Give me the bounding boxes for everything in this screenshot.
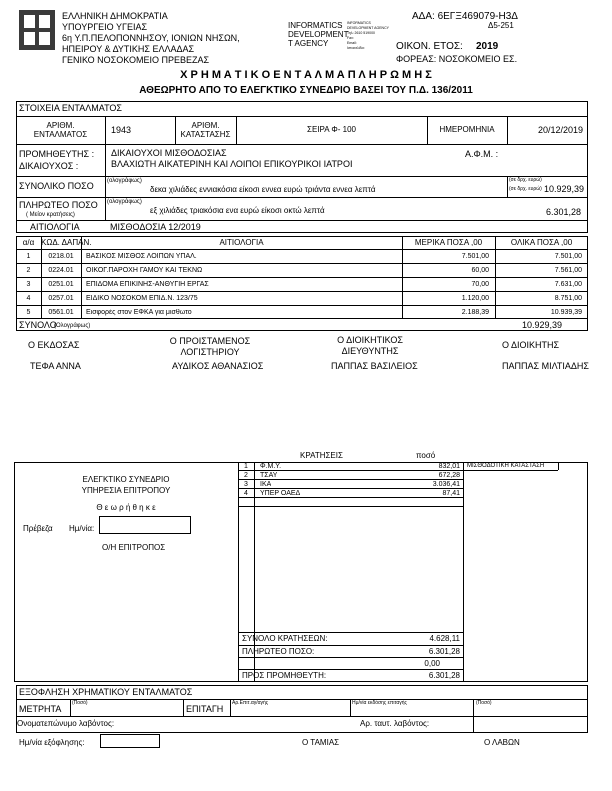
fiscal-year-label: ΟΙΚΟΝ. ΕΤΟΣ: <box>396 41 463 52</box>
number-label: ΕΝΤΑΛΜΑΤΟΣ <box>33 130 88 139</box>
deduction-amount: 3.036,41 <box>432 481 460 488</box>
check-number-tag: Αρ.Επιτ.αγ/αγής <box>232 700 269 706</box>
org-line: 6η Υ.Π.ΠΕΛΟΠΟΝΝΗΣΟΥ, ΙΟΝΙΩΝ ΝΗΣΩΝ, <box>62 33 240 43</box>
recipient-label: Ονοματεπώνυμο λαβόντος: <box>17 719 115 728</box>
table-header: ΚΩΔ. ΔΑΠΑΝ. <box>41 238 92 247</box>
payable-value: 6.301,28 <box>546 207 582 217</box>
vendor-small: Fax: <box>347 36 354 40</box>
vendor-line: INFORMATICS <box>288 21 343 30</box>
row-total: 8.751,00 <box>554 295 582 302</box>
vendor-small: INFORMATICS <box>347 21 371 25</box>
row-index: 2 <box>26 267 31 274</box>
check-date-tag: Ημ/νία εκδόσης επιταγής <box>352 700 407 706</box>
row-code: 0218.01 <box>48 253 74 260</box>
org-line: ΥΠΟΥΡΓΕΙΟ ΥΓΕΙΑΣ <box>62 22 148 32</box>
deduction-amount: 672,28 <box>438 472 460 479</box>
deduction-name: Φ.Μ.Υ. <box>260 463 282 470</box>
net-payable-value: 6.301,28 <box>428 648 460 656</box>
page-subtitle: ΑΘΕΩΡΗΤΟ ΑΠΟ ΤΟ ΕΛΕΓΚΤΙΚΟ ΣΥΝΕΔΡΙΟ ΒΑΣΕΙ ΤΟΥ Π.Δ. 136/2011 <box>139 85 473 96</box>
total-label: ΣΥΝΟΛΙΚΟ ΠΟΣΟ <box>19 181 94 191</box>
row-code: 0561.01 <box>48 309 74 316</box>
voucher-number: 1943 <box>111 125 132 135</box>
supplier-label: ΠΡΟΜΗΘΕΥΤΗΣ : <box>19 149 95 159</box>
place-label: Πρέβεζα <box>23 524 53 533</box>
director-title: Ο ΔΙΟΙΚΗΤΗΣ <box>502 340 560 350</box>
director-name: ΠΑΠΠΑΣ ΜΙΛΤΙΑΔΗΣ <box>502 361 589 371</box>
vendor-line: DEVELOPMENT <box>288 30 349 39</box>
deduction-name: ΤΣΑΥ <box>260 472 278 479</box>
total-tag: (σε δρχ. ευρώ) <box>509 177 542 183</box>
to-supplier-value: 6.301,28 <box>428 672 460 680</box>
audit-date-field[interactable] <box>99 516 191 534</box>
reason-label: ΑΙΤΙΟΛΟΓΙΑ <box>30 222 80 232</box>
date-label: ΗΜΕΡΟΜΗΝΙΑ <box>439 125 495 134</box>
sum-tag: (Ολογράφως) <box>54 323 91 329</box>
row-reason: ΟΙΚΟΓ.ΠΑΡΟΧΗ ΓΑΜΟΥ ΚΑΙ ΤΕΚΝΩ <box>86 267 203 274</box>
afm-label: Α.Φ.Μ. : <box>465 149 499 159</box>
row-index: 3 <box>26 281 31 288</box>
row-partial: 70,00 <box>471 281 489 288</box>
net-payable-label: ΠΛΗΡΩΤΕΟ ΠΟΣΟ: <box>242 648 315 656</box>
deduction-no: 3 <box>244 481 248 488</box>
deductions-amount-label: ποσό <box>416 451 436 460</box>
admin-name: ΠΑΠΠΑΣ ΒΑΣΙΛΕΙΟΣ <box>331 361 418 371</box>
row-index: 5 <box>26 309 31 316</box>
document-code: Δ5-251 <box>488 21 514 30</box>
admin-title: Ο ΔΙΟΙΚΗΤΙΚΟΣ <box>337 335 403 345</box>
section-label: ΣΤΟΙΧΕΙΑ ΕΝΤΑΛΜΑΤΟΣ <box>19 103 122 113</box>
org-line: ΓΕΝΙΚΟ ΝΟΣΟΚΟΜΕΙΟ ΠΡΕΒΕΖΑΣ <box>62 55 210 65</box>
check-amount-tag: (Ποσό) <box>476 700 492 706</box>
commissioner-label: Ο/Η ΕΠΙΤΡΟΠΟΣ <box>102 543 166 552</box>
ada-number: ΑΔΑ: 6ΕΓΞ469079-Η3Δ <box>412 11 518 22</box>
total-words: δεκα χιλιάδες εννιακόσια είκοσι εννεα ευρώ τριάντα εννεα λεπτά <box>150 185 376 194</box>
recipient-id-label: Αρ. ταυτ. λαβόντος: <box>360 719 430 728</box>
vendor-small: Ιστοσελίδα: <box>347 46 365 50</box>
vendor-small: DEVELOPMENT AGENCY <box>347 26 389 30</box>
audit-title: ΕΛΕΓΚΤΙΚΟ ΣΥΝΕΔΡΙΟ <box>82 475 170 484</box>
row-code: 0257.01 <box>48 295 74 302</box>
deduction-name: ΙΚΑ <box>260 481 272 488</box>
cash-label: ΜΕΤΡΗΤΑ <box>19 704 62 714</box>
vendor-small: Τηλ: 2610 519000 <box>347 31 375 35</box>
issuer-title: Ο ΕΚΔΟΣΑΣ <box>28 340 80 350</box>
sum-label: ΣΥΝΟΛΟ <box>19 320 57 330</box>
org-line: ΗΠΕΙΡΟΥ & ΔΥΤΙΚΗΣ ΕΛΛΑΔΑΣ <box>62 44 195 54</box>
row-reason: ΕΠΙΔΟΜΑ ΕΠΙΚΙΝΗΣ-ΑΝΘΥΓΙΗ ΕΡΓΑΣ <box>86 281 209 288</box>
sum-value: 10.929,39 <box>522 320 563 330</box>
row-reason: Εισφορές στον ΕΦΚΑ για μισθωτο <box>86 309 192 316</box>
audit-date-label: Ημ/νία: <box>69 524 95 533</box>
supplier-label: ΔΙΚΑΙΟΥΧΟΣ : <box>19 161 79 171</box>
deduction-amount: 832,01 <box>438 463 460 470</box>
fiscal-year: 2019 <box>476 41 499 52</box>
row-index: 4 <box>26 295 31 302</box>
issuer-name: ΤΕΦΑ ΑΝΝΑ <box>30 361 81 371</box>
row-partial: 1.120,00 <box>461 295 489 302</box>
total-tag: (σε δρχ. ευρώ) <box>509 186 542 192</box>
table-header: ΑΙΤΙΟΛΟΓΙΑ <box>219 238 264 247</box>
deduction-no: 4 <box>244 490 248 497</box>
row-partial: 60,00 <box>471 267 489 274</box>
cashier-label: Ο ΤΑΜΙΑΣ <box>302 738 340 747</box>
payable-label: ΠΛΗΡΩΤΕΟ ΠΟΣΟ <box>19 200 98 210</box>
row-partial: 7.501,00 <box>461 253 489 260</box>
supplier-name: ΔΙΚΑΙΟΥΧΟΙ ΜΙΣΘΟΔΟΣΙΑΣ <box>111 148 227 158</box>
cash-amount-tag: (Ποσό) <box>72 700 88 706</box>
accounting-name: ΑΥΔΙΚΟΣ ΑΘΑΝΑΣΙΟΣ <box>172 361 264 371</box>
check-label: ΕΠΙΤΑΓΗ <box>186 704 224 714</box>
total-value: 10.929,39 <box>544 184 585 194</box>
page-title: Χ Ρ Η Μ Α Τ Ι Κ Ο Ε Ν Τ Α Λ Μ Α Π Λ Η Ρ Ω Μ Η Σ <box>180 69 432 81</box>
row-partial: 2.188,39 <box>461 309 489 316</box>
accounting-title: ΛΟΓΙΣΤΗΡΙΟΥ <box>180 347 240 357</box>
supplier-name: ΒΛΑΧΙΩΤΗ ΑΙΚΑΤΕΡΙΝΗ ΚΑΙ ΛΟΙΠΟΙ ΕΠΙΚΟΥΡΙΚΟΙ ΙΑΤΡΟΙ <box>111 159 353 169</box>
deductions-total-label: ΣΥΝΟΛΟ ΚΡΑΤΗΣΕΩΝ: <box>242 635 328 643</box>
to-supplier-label: ΠΡΟΣ ΠΡΟΜΗΘΕΥΤΗ: <box>242 672 327 680</box>
deductions-total-value: 4.628,11 <box>429 635 460 643</box>
row-index: 1 <box>26 253 31 260</box>
settlement-date-label: Ημ/νία εξόφλησης: <box>19 738 85 747</box>
ministry-logo <box>19 10 55 50</box>
row-total: 7.631,00 <box>554 281 582 288</box>
row-total: 7.561,00 <box>554 267 582 274</box>
payable-words: εξ χιλιάδες τριακόσια ενα ευρώ είκοσι οκτώ λεπτά <box>150 206 325 215</box>
settlement-date-field[interactable] <box>100 734 160 748</box>
agency-name: ΦΟΡΕΑΣ: ΝΟΣΟΚΟΜΕΙΟ ΕΣ. <box>396 54 518 64</box>
deduction-amount: 87,41 <box>442 490 460 497</box>
row-code: 0224.01 <box>48 267 74 274</box>
approved-label: Θ ε ω ρ ή θ η κ ε <box>96 503 156 512</box>
voucher-date: 20/12/2019 <box>537 125 583 135</box>
deduction-no: 1 <box>244 463 248 470</box>
settlement-title: ΕΞΟΦΛΗΣΗ ΧΡΗΜΑΤΙΚΟΥ ΕΝΤΑΛΜΑΤΟΣ <box>19 687 193 697</box>
series: ΣΕΙΡΑ Φ- 100 <box>307 125 356 134</box>
table-header: ΜΕΡΙΚΑ ΠΟΣΑ ,00 <box>414 238 483 247</box>
words-tag: (ολογράφως) <box>107 199 142 205</box>
payable-sub-label: ( Μείον κρατήσεις) <box>26 212 75 218</box>
admin-title: ΔΙΕΥΘΥΝΤΗΣ <box>341 346 399 356</box>
deduction-name: ΥΠΕΡ ΟΑΕΔ <box>260 490 301 497</box>
accounting-title: Ο ΠΡΟΙΣΤΑΜΕΝΟΣ <box>169 336 251 346</box>
table-header: α/α <box>22 238 35 247</box>
row-code: 0251.01 <box>48 281 74 288</box>
table-header: ΟΛΙΚΑ ΠΟΣΑ ,00 <box>510 238 573 247</box>
number-label: ΑΡΙΘΜ. <box>46 121 75 130</box>
row-reason: ΕΙΔΙΚΟ ΝΟΣΟΚΟΜ ΕΠΙΔ.Ν. 123/75 <box>86 295 198 302</box>
deduction-note: ΜΙΣΘΟΔΟΤΙΚΗ ΚΑΤΑΣΤΑΣΗ <box>467 463 545 469</box>
org-line: ΕΛΛΗΝΙΚΗ ΔΗΜΟΚΡΑΤΙΑ <box>62 11 168 21</box>
words-tag: (ολογράφως) <box>107 178 142 184</box>
vendor-small: Email: <box>347 41 357 45</box>
receiver-label: Ο ΛΑΒΩΝ <box>484 738 520 747</box>
blank-value: 0,00 <box>424 660 440 668</box>
status-label: ΑΡΙΘΜ. <box>191 121 220 130</box>
row-total: 7.501,00 <box>554 253 582 260</box>
status-label: ΚΑΤΑΣΤΑΣΗΣ <box>180 130 231 139</box>
vendor-line: T AGENCY <box>288 39 329 48</box>
deduction-no: 2 <box>244 472 248 479</box>
deductions-label: ΚΡΑΤΗΣΕΙΣ <box>300 451 343 460</box>
row-reason: ΒΑΣΙΚΟΣ ΜΙΣΘΟΣ ΛΟΙΠΩΝ ΥΠΑΛ. <box>86 253 197 260</box>
audit-title: ΥΠΗΡΕΣΙΑ ΕΠΙΤΡΟΠΟΥ <box>81 486 171 495</box>
reason: ΜΙΣΘΟΔΟΣΙΑ 12/2019 <box>110 222 201 232</box>
row-total: 10.939,39 <box>550 309 582 316</box>
